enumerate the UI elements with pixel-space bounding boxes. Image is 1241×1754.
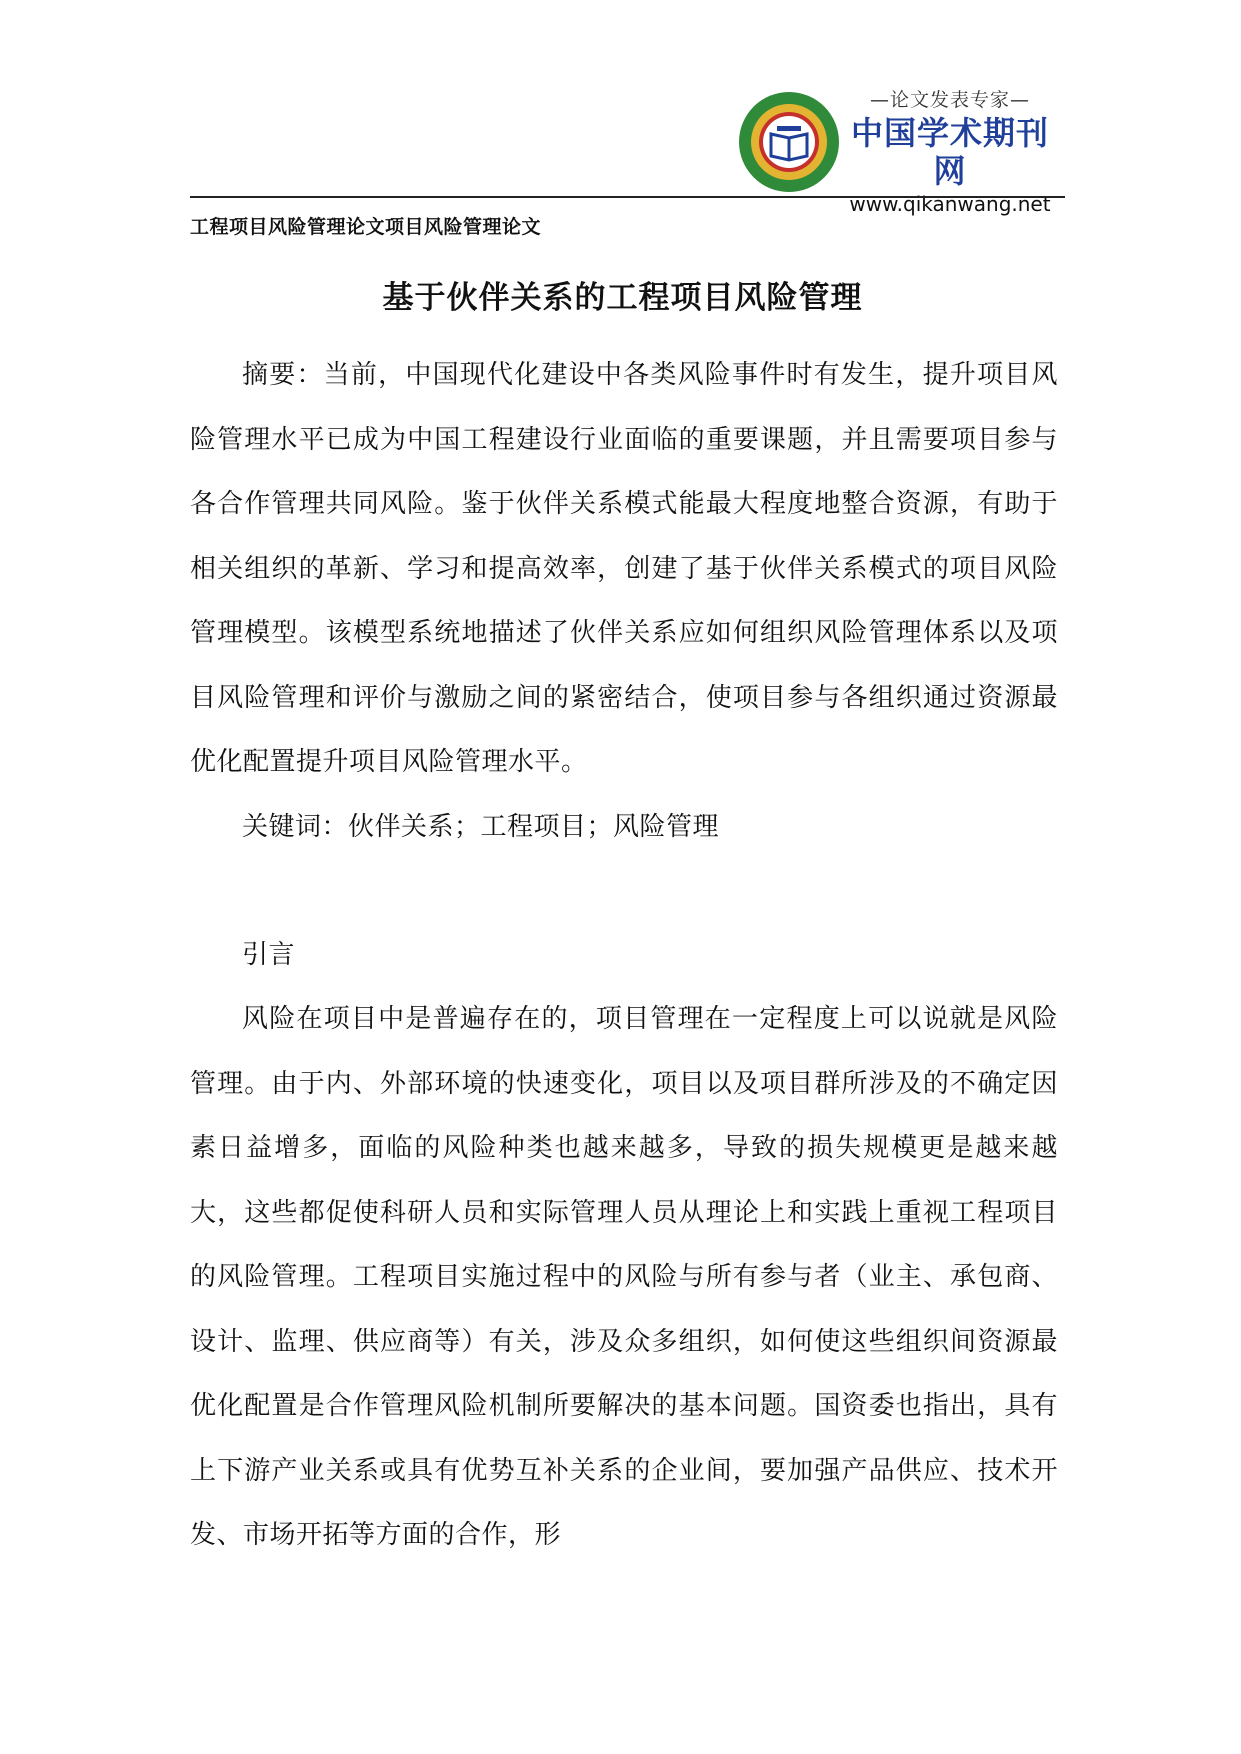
abstract-section	[190, 343, 1058, 795]
logo-text-block	[845, 86, 1055, 218]
seal-emblem-icon	[737, 90, 841, 194]
introduction-section	[190, 987, 1058, 1568]
keywords-section	[190, 795, 1058, 860]
logo-name: 中国学术期刊网	[850, 114, 1049, 190]
introduction-heading: 引言	[242, 940, 296, 970]
logo-url[interactable]: www.qikanwang.net	[849, 192, 1051, 216]
logo-tagline: —论文发表专家—	[869, 89, 1030, 111]
document-title: 基于伙伴关系的工程项目风险管理	[382, 280, 863, 316]
document-category-label: 工程项目风险管理论文项目风险管理论文	[190, 216, 542, 238]
introduction-paragraph: 风险在项目中是普遍存在的，项目管理在一定程度上可以说就是风险管理。由于内、外部环境的快速变化，项目以及项目群所涉及的不确定因素日益增多，面临的风险种类也越来越多，导致的损失规模更是越来越大，这些都促使科研人员和实际管理人员从理论上和实践上重视工程项目的风险管理。工程项目实施过程中的风险与所有参与者（业主、承包商、设计、监理、供应商等）有关，涉及众多组织，如何使这些组织间资源最优化配置是合作管理风险机制所要解决的基本问题。国资委也指出，具有上下游产业关系或具有优势互补关系的企业间，要加强产品供应、技术开发、市场开拓等方面的合作，形	[190, 1004, 1058, 1550]
introduction-heading-block	[190, 923, 1058, 988]
site-logo[interactable]	[737, 86, 1057, 216]
page-header	[190, 80, 1065, 216]
keywords-line: 关键词：伙伴关系；工程项目；风险管理	[242, 812, 720, 842]
header-divider	[190, 196, 1065, 198]
abstract-paragraph: 摘要：当前，中国现代化建设中各类风险事件时有发生，提升项目风险管理水平已成为中国工程建设行业面临的重要课题，并且需要项目参与各合作管理共同风险。鉴于伙伴关系模式能最大程度地整合资源，有助于相关组织的革新、学习和提高效率，创建了基于伙伴关系模式的项目风险管理模型。该模型系统地描述了伙伴关系应如何组织风险管理体系以及项目风险管理和评价与激励之间的紧密结合，使项目参与各组织通过资源最优化配置提升项目风险管理水平。	[190, 360, 1058, 777]
